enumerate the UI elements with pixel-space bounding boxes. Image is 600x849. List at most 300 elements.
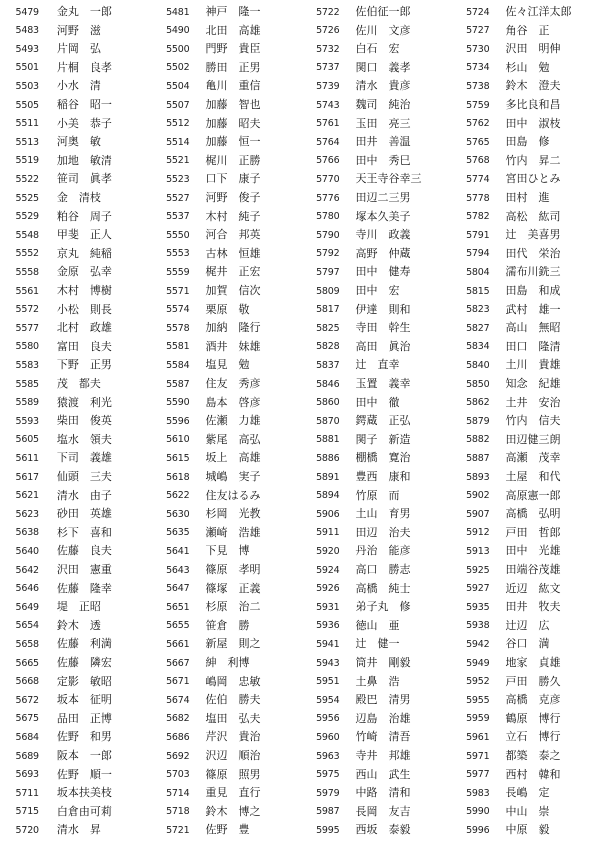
entry-name: 片岡 弘 <box>56 42 101 56</box>
directory-entry <box>450 394 600 412</box>
entry-number: 5912 <box>466 527 490 539</box>
directory-entry <box>300 245 450 263</box>
directory-entry <box>150 598 300 616</box>
directory-entry <box>450 245 600 263</box>
entry-name: 勝田 正男 <box>205 60 261 74</box>
directory-entry <box>150 691 300 709</box>
entry-number: 5658 <box>15 638 39 650</box>
entry-name: 堤 正昭 <box>56 600 101 614</box>
directory-entry <box>450 766 600 784</box>
entry-name: 紫尾 高弘 <box>205 432 261 446</box>
directory-entry <box>0 338 150 356</box>
directory-entry <box>0 747 150 765</box>
directory-entry <box>150 412 300 430</box>
directory-entry <box>450 133 600 151</box>
entry-number: 5711 <box>15 787 39 799</box>
entry-name: 亀川 重信 <box>205 79 261 93</box>
entry-name: 篠塚 正義 <box>205 581 261 595</box>
directory-entry <box>0 22 150 40</box>
entry-name: 土鼻 浩 <box>355 674 400 688</box>
entry-number: 5881 <box>316 434 340 446</box>
directory-entry <box>150 77 300 95</box>
entry-number: 5511 <box>15 118 39 130</box>
entry-name: 田口 隆清 <box>505 339 561 353</box>
entry-number: 5942 <box>466 638 490 650</box>
entry-name: 高田 眞治 <box>355 339 411 353</box>
entry-name: 砂田 英雄 <box>56 507 112 521</box>
entry-number: 5552 <box>15 248 39 260</box>
entry-name: 関子 新造 <box>355 432 411 446</box>
entry-number: 5809 <box>316 285 340 297</box>
entry-number: 5590 <box>166 397 190 409</box>
directory-entry <box>150 673 300 691</box>
entry-number: 5949 <box>466 657 490 669</box>
entry-number: 5692 <box>166 750 190 762</box>
entry-name: 杉山 勉 <box>505 60 550 74</box>
entry-name: 辺島 治雄 <box>355 711 411 725</box>
directory-entry <box>450 747 600 765</box>
directory-entry <box>150 561 300 579</box>
directory-entry <box>150 170 300 188</box>
entry-name: 田中 光雄 <box>505 544 561 558</box>
directory-entry <box>300 449 450 467</box>
entry-name: 田端谷茂雄 <box>505 563 561 576</box>
entry-name: 住友はるみ <box>205 488 261 502</box>
entry-number: 5514 <box>166 136 190 148</box>
entry-number: 5665 <box>15 657 39 669</box>
entry-number: 5780 <box>316 211 340 223</box>
directory-entry <box>300 152 450 170</box>
entry-name: 河合 邦英 <box>205 228 261 242</box>
entry-number: 5674 <box>166 694 190 706</box>
entry-name: 白倉由可莉 <box>56 804 112 818</box>
entry-name: 関口 義孝 <box>355 60 411 74</box>
directory-entry <box>150 133 300 151</box>
directory-entry <box>0 40 150 58</box>
entry-name: 田辺二三男 <box>355 191 411 204</box>
entry-name: 谷口 満 <box>505 637 550 651</box>
entry-number: 5721 <box>166 824 190 836</box>
entry-number: 5860 <box>316 397 340 409</box>
entry-number: 5671 <box>166 676 190 688</box>
directory-entry <box>300 40 450 58</box>
entry-name: 佐藤 利満 <box>56 637 112 651</box>
entry-number: 5493 <box>15 43 39 55</box>
directory-entry <box>300 524 450 542</box>
directory-entry <box>450 710 600 728</box>
entry-name: 田辺健三朗 <box>505 432 561 446</box>
entry-name: 梶川 正勝 <box>205 153 261 167</box>
directory-entry <box>450 301 600 319</box>
directory-entry <box>300 115 450 133</box>
entry-number: 5887 <box>466 452 490 464</box>
entry-number: 5655 <box>166 620 190 632</box>
directory-entry <box>450 338 600 356</box>
entry-number: 5682 <box>166 713 190 725</box>
entry-number: 5623 <box>15 508 39 520</box>
entry-number: 5840 <box>466 359 490 371</box>
directory-entry <box>0 115 150 133</box>
directory-entry <box>0 282 150 300</box>
entry-name: 玉田 亮三 <box>355 116 411 130</box>
directory-column <box>150 0 300 849</box>
directory-entry <box>0 766 150 784</box>
directory-entry <box>450 542 600 560</box>
entry-number: 5862 <box>466 397 490 409</box>
directory-entry <box>300 710 450 728</box>
entry-name: 下見 博 <box>205 544 250 558</box>
directory-entry <box>150 654 300 672</box>
directory-entry <box>150 245 300 263</box>
entry-name: 栗原 敬 <box>205 302 250 316</box>
entry-number: 5561 <box>15 285 39 297</box>
directory-entry <box>150 152 300 170</box>
entry-number: 5722 <box>316 6 340 18</box>
directory-entry <box>300 412 450 430</box>
directory-entry <box>150 542 300 560</box>
directory-entry <box>450 208 600 226</box>
entry-name: 塚本久美子 <box>355 209 411 223</box>
entry-number: 5640 <box>15 545 39 557</box>
entry-number: 5686 <box>166 731 190 743</box>
entry-number: 5894 <box>316 490 340 502</box>
directory-entry <box>450 431 600 449</box>
entry-name: 田井 牧夫 <box>505 600 561 614</box>
entry-name: 粕谷 周子 <box>56 209 112 223</box>
entry-name: 紳 利博 <box>205 656 250 669</box>
entry-name: 土井 安治 <box>505 395 561 409</box>
directory-entry <box>300 673 450 691</box>
directory-entry <box>0 394 150 412</box>
directory-entry <box>300 728 450 746</box>
directory-entry <box>450 803 600 821</box>
directory-entry <box>0 728 150 746</box>
entry-name: 高橋 純士 <box>355 581 411 595</box>
entry-name: 加賀 信次 <box>205 284 261 297</box>
entry-name: 定影 敏昭 <box>56 674 112 688</box>
entry-name: 竹内 信夫 <box>505 414 561 428</box>
directory-entry <box>300 301 450 319</box>
directory-entry <box>300 22 450 40</box>
directory-entry <box>150 319 300 337</box>
entry-name: 高橋 弘明 <box>505 507 561 521</box>
entry-name: 神戸 隆一 <box>205 5 261 18</box>
directory-entry <box>150 449 300 467</box>
directory-entry <box>0 505 150 523</box>
directory-entry <box>150 580 300 598</box>
directory-entry <box>450 673 600 691</box>
entry-name: 佐川 文彦 <box>355 23 411 37</box>
entry-number: 5715 <box>15 806 39 818</box>
directory-entry <box>300 133 450 151</box>
entry-number: 5519 <box>15 155 39 167</box>
directory-entry <box>150 226 300 244</box>
entry-number: 5585 <box>15 378 39 390</box>
entry-number: 5943 <box>316 657 340 669</box>
entry-name: 西村 韓和 <box>505 767 561 781</box>
entry-number: 5730 <box>466 43 490 55</box>
entry-number: 5825 <box>316 322 340 334</box>
entry-number: 5649 <box>15 601 39 613</box>
entry-number: 5502 <box>166 62 190 74</box>
entry-number: 5727 <box>466 25 490 37</box>
entry-number: 5580 <box>15 341 39 353</box>
directory-entry <box>300 747 450 765</box>
entry-number: 5850 <box>466 378 490 390</box>
entry-number: 5782 <box>466 211 490 223</box>
directory-entry <box>450 449 600 467</box>
entry-number: 5996 <box>466 824 490 836</box>
entry-number: 5667 <box>166 657 190 669</box>
directory-entry <box>450 59 600 77</box>
entry-name: 小美 恭子 <box>56 116 112 130</box>
directory-entry <box>450 412 600 430</box>
entry-name: 田中 健寿 <box>355 265 411 279</box>
entry-number: 5622 <box>166 490 190 502</box>
directory-entry <box>300 208 450 226</box>
directory-entry <box>150 394 300 412</box>
directory-entry <box>150 115 300 133</box>
directory-entry <box>300 226 450 244</box>
entry-number: 5548 <box>15 229 39 241</box>
entry-number: 5768 <box>466 155 490 167</box>
entry-name: 小松 則長 <box>56 302 112 316</box>
directory-entry <box>0 487 150 505</box>
directory-entry <box>450 375 600 393</box>
entry-number: 5483 <box>15 25 39 37</box>
entry-name: 辻 健一 <box>355 637 400 651</box>
entry-number: 5505 <box>15 99 39 111</box>
directory-entry <box>300 803 450 821</box>
directory-entry <box>0 654 150 672</box>
directory-column <box>450 0 600 849</box>
entry-number: 5834 <box>466 341 490 353</box>
entry-name: 梶井 正宏 <box>205 265 261 279</box>
entry-number: 5906 <box>316 508 340 520</box>
directory-entry <box>450 282 600 300</box>
entry-number: 5615 <box>166 452 190 464</box>
entry-number: 5646 <box>15 583 39 595</box>
directory-entry <box>150 821 300 839</box>
entry-name: 金 清枝 <box>56 191 101 204</box>
entry-number: 5902 <box>466 490 490 502</box>
entry-name: 沢辺 順治 <box>205 749 261 762</box>
entry-number: 5479 <box>15 6 39 18</box>
entry-name: 金原 弘幸 <box>56 265 112 279</box>
directory-entry <box>300 580 450 598</box>
directory-entry <box>0 59 150 77</box>
entry-name: 河奥 敏 <box>56 135 101 149</box>
entry-number: 5913 <box>466 545 490 557</box>
entry-name: 清水 由子 <box>56 488 112 502</box>
entry-name: 鶴原 博行 <box>505 711 561 725</box>
entry-number: 5732 <box>316 43 340 55</box>
entry-number: 5762 <box>466 118 490 130</box>
entry-name: 酒井 妹雄 <box>205 339 261 353</box>
directory-entry <box>450 189 600 207</box>
entry-name: 京丸 純稲 <box>56 246 112 260</box>
directory-entry <box>150 635 300 653</box>
entry-number: 5593 <box>15 415 39 427</box>
entry-number: 5587 <box>166 378 190 390</box>
entry-name: 佐瀬 力雄 <box>205 414 261 428</box>
directory-entry <box>150 431 300 449</box>
directory-entry <box>300 468 450 486</box>
entry-number: 5927 <box>466 583 490 595</box>
entry-number: 5791 <box>466 229 490 241</box>
directory-entry <box>450 3 600 21</box>
entry-name: 佐々江洋太郎 <box>505 5 572 18</box>
entry-number: 5979 <box>316 787 340 799</box>
entry-number: 5790 <box>316 229 340 241</box>
directory-entry <box>0 77 150 95</box>
entry-number: 5792 <box>316 248 340 260</box>
entry-number: 5525 <box>15 192 39 204</box>
entry-number: 5668 <box>15 676 39 688</box>
entry-number: 5654 <box>15 620 39 632</box>
entry-number: 5583 <box>15 359 39 371</box>
entry-number: 5558 <box>15 266 39 278</box>
entry-number: 5983 <box>466 787 490 799</box>
entry-number: 5574 <box>166 304 190 316</box>
entry-name: 土山 育男 <box>355 507 411 521</box>
directory-entry <box>0 617 150 635</box>
entry-number: 5774 <box>466 173 490 185</box>
entry-number: 5951 <box>316 676 340 688</box>
directory-entry <box>450 505 600 523</box>
directory-entry <box>450 319 600 337</box>
entry-number: 5882 <box>466 434 490 446</box>
entry-number: 5643 <box>166 564 190 576</box>
entry-number: 5952 <box>466 676 490 688</box>
entry-name: 笹倉 勝 <box>205 618 250 632</box>
directory-entry <box>300 617 450 635</box>
directory-entry <box>450 263 600 281</box>
entry-name: 小水 清 <box>56 79 101 93</box>
entry-number: 5672 <box>15 694 39 706</box>
entry-number: 5504 <box>166 80 190 92</box>
entry-name: 加藤 恒一 <box>205 135 261 149</box>
directory-entry <box>300 784 450 802</box>
entry-number: 5642 <box>15 564 39 576</box>
entry-number: 5893 <box>466 471 490 483</box>
entry-name: 柴田 俊英 <box>56 414 112 428</box>
entry-number: 5987 <box>316 806 340 818</box>
directory-entry <box>300 821 450 839</box>
entry-number: 5630 <box>166 508 190 520</box>
directory-entry <box>300 431 450 449</box>
entry-name: 加納 隆行 <box>205 321 261 335</box>
directory-entry <box>150 189 300 207</box>
entry-number: 5610 <box>166 434 190 446</box>
entry-name: 杉岡 光教 <box>205 507 261 521</box>
entry-number: 5846 <box>316 378 340 390</box>
entry-name: 中路 清和 <box>355 786 411 800</box>
entry-name: 城嶋 実子 <box>205 470 261 483</box>
directory-entry <box>0 821 150 839</box>
entry-number: 5611 <box>15 452 39 464</box>
entry-number: 5759 <box>466 99 490 111</box>
directory-entry <box>0 803 150 821</box>
entry-number: 5837 <box>316 359 340 371</box>
directory-entry <box>0 431 150 449</box>
entry-name: 立石 博行 <box>505 730 561 744</box>
entry-name: 戸田 勝久 <box>505 674 561 688</box>
directory-entry <box>150 803 300 821</box>
entry-name: 高野 仲蔵 <box>355 246 411 260</box>
entry-name: 加藤 智也 <box>205 98 261 111</box>
entry-number: 5765 <box>466 136 490 148</box>
entry-number: 5828 <box>316 341 340 353</box>
entry-number: 5764 <box>316 136 340 148</box>
directory-entry <box>0 561 150 579</box>
directory-entry <box>150 96 300 114</box>
entry-number: 5621 <box>15 490 39 502</box>
directory-entry <box>0 468 150 486</box>
directory-entry <box>150 487 300 505</box>
entry-number: 5739 <box>316 80 340 92</box>
entry-number: 5954 <box>316 694 340 706</box>
entry-name: 富田 良夫 <box>56 339 112 353</box>
entry-number: 5776 <box>316 192 340 204</box>
entry-name: 佐伯 勝夫 <box>205 693 261 707</box>
directory-entry <box>0 170 150 188</box>
entry-number: 5617 <box>15 471 39 483</box>
entry-number: 5938 <box>466 620 490 632</box>
entry-number: 5827 <box>466 322 490 334</box>
entry-name: 高松 紘司 <box>505 209 561 223</box>
entry-name: 寺井 邦雄 <box>355 749 411 762</box>
directory-entry <box>450 561 600 579</box>
entry-name: 西坂 泰毅 <box>355 823 411 837</box>
directory-entry <box>450 468 600 486</box>
entry-number: 5529 <box>15 211 39 223</box>
entry-number: 5960 <box>316 731 340 743</box>
directory-entry <box>300 654 450 672</box>
entry-name: 下野 正男 <box>56 358 112 372</box>
entry-number: 5577 <box>15 322 39 334</box>
entry-number: 5675 <box>15 713 39 725</box>
entry-name: 北村 政雄 <box>56 321 112 335</box>
entry-number: 5761 <box>316 118 340 130</box>
entry-name: 宮田ひとみ <box>505 172 561 186</box>
entry-number: 5920 <box>316 545 340 557</box>
entry-name: 棚橋 寛治 <box>355 451 411 465</box>
entry-number: 5995 <box>316 824 340 836</box>
entry-name: 茂 都夫 <box>56 377 101 390</box>
entry-name: 土屋 和代 <box>505 470 561 483</box>
directory-entry <box>450 598 600 616</box>
entry-name: 徳山 亜 <box>355 618 400 632</box>
entry-name: 加地 敏清 <box>56 153 112 167</box>
entry-name: 坂本扶美枝 <box>56 786 112 800</box>
entry-number: 5684 <box>15 731 39 743</box>
entry-number: 5507 <box>166 99 190 111</box>
entry-name: 白石 宏 <box>355 42 400 56</box>
entry-name: 角谷 正 <box>505 23 550 37</box>
entry-name: 武村 雄一 <box>505 302 561 316</box>
entry-name: 塩水 領夫 <box>56 432 112 446</box>
entry-name: 沢田 憲重 <box>56 563 112 576</box>
entry-number: 5661 <box>166 638 190 650</box>
entry-number: 5596 <box>166 415 190 427</box>
entry-number: 5990 <box>466 806 490 818</box>
directory-entry <box>150 301 300 319</box>
entry-name: 筒井 剛毅 <box>355 656 411 669</box>
entry-name: 佐野 順一 <box>56 767 112 781</box>
directory-entry <box>450 77 600 95</box>
entry-number: 5503 <box>15 80 39 92</box>
